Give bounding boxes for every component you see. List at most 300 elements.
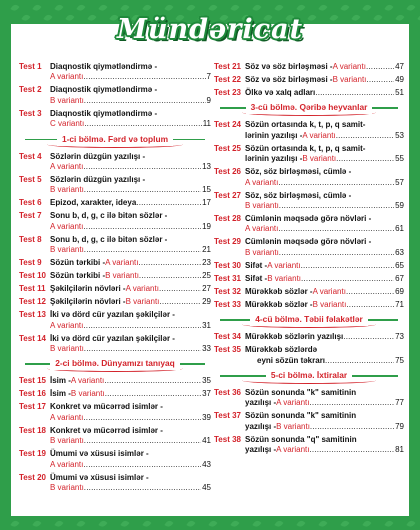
test-number: Test 5	[19, 175, 42, 185]
entry-line	[245, 435, 404, 445]
toc-entry[interactable]	[214, 332, 404, 342]
toc-entry[interactable]	[214, 287, 404, 297]
entry-title: Sonu b, d, g, c ilə bitən sözlər -	[50, 234, 168, 244]
toc-entry[interactable]	[19, 334, 211, 355]
entry-title: Sözün tərkibi -	[50, 258, 106, 268]
test-number: Test 23	[214, 88, 241, 97]
entry-line	[245, 345, 404, 355]
entry-title: Şəkilçilərin növləri -	[50, 284, 126, 294]
dot-leader	[84, 436, 201, 446]
test-number: Test 7	[19, 211, 42, 221]
entry-title: Mürəkkəb sözlərin yazılışı	[245, 332, 344, 342]
test-number: Test 14	[19, 333, 46, 343]
entry-line	[50, 109, 211, 119]
entry-line	[245, 411, 404, 421]
toc-entry[interactable]	[214, 261, 404, 271]
toc-entry[interactable]	[19, 402, 211, 423]
variant-label: B variantı	[312, 299, 347, 309]
entry-body	[50, 449, 211, 470]
entry-title: Sözün sonunda "k" samitinin	[245, 388, 357, 398]
entry-title: Sözün ortasında k, t, p, q samit-	[245, 143, 366, 153]
entry-body	[50, 473, 211, 494]
page-number: 53	[395, 130, 404, 140]
toc-entry[interactable]	[19, 297, 211, 307]
page-number: 43	[202, 459, 211, 469]
test-number: Test 11	[19, 284, 46, 294]
page-number: 39	[202, 412, 211, 422]
entry-body	[50, 235, 211, 256]
dot-leader	[309, 445, 394, 455]
entry-title: Mürəkkəb sözlərdə	[245, 345, 318, 355]
leaf-shape	[208, 521, 217, 527]
dot-leader	[84, 185, 201, 195]
entry-body	[245, 214, 404, 235]
dot-leader	[84, 344, 201, 354]
toc-entry[interactable]	[214, 388, 404, 409]
entry-line	[50, 483, 211, 493]
dot-leader	[139, 271, 201, 281]
entry-body	[245, 435, 404, 456]
test-number: Test 3	[19, 108, 42, 118]
toc-entry[interactable]	[19, 85, 211, 106]
test-number: Test 6	[19, 198, 42, 208]
toc-entry[interactable]	[19, 235, 211, 256]
leaf-shape	[362, 521, 371, 527]
entry-title-cont: yazılışı -	[245, 445, 277, 455]
page-number: 69	[395, 286, 404, 296]
toc-left-column	[19, 62, 211, 496]
dot-leader	[310, 422, 394, 432]
entry-title: İsim -	[50, 389, 71, 399]
entry-body	[50, 109, 211, 130]
test-number: Test 20	[19, 472, 46, 482]
test-number: Test 13	[19, 310, 46, 320]
page-number: 45	[202, 483, 211, 493]
dot-leader	[278, 178, 394, 188]
entry-title: Sözlərin düzgün yazılışı -	[50, 175, 146, 185]
page-number: 55	[395, 154, 404, 164]
leaf-shape	[318, 521, 327, 527]
variant-label: A variantı	[245, 177, 279, 187]
section-label: 1-ci bölmə. Fərd və toplum	[57, 133, 173, 146]
test-number: Test 34	[214, 332, 241, 342]
page-number: 63	[395, 247, 404, 257]
entry-title: İsim -	[50, 376, 71, 386]
page-number: 33	[202, 344, 211, 354]
entry-title: Şəkilçilərin növləri -	[50, 297, 126, 307]
page-number: 67	[395, 273, 404, 283]
test-number: Test 1	[19, 62, 42, 71]
page-number: 13	[202, 162, 211, 172]
entry-title: Cümlənin məqsədə görə növləri -	[245, 214, 372, 224]
toc-entry[interactable]	[214, 62, 404, 72]
entry-title-cont: yazılışı -	[245, 421, 277, 431]
variant-label: B variantı	[267, 273, 302, 283]
entry-title-cont: eyni sözün təkrarı	[257, 355, 326, 365]
section-heading	[214, 101, 404, 114]
dot-leader	[104, 376, 201, 386]
entry-line	[50, 119, 211, 129]
entry-body	[50, 426, 211, 447]
entry-body	[50, 152, 211, 173]
test-number: Test 36	[214, 388, 241, 398]
entry-line	[245, 398, 404, 408]
entry-title: Konkret və mücərrəd isimlər -	[50, 402, 163, 412]
entry-line	[50, 402, 211, 412]
toc-entry[interactable]	[19, 449, 211, 470]
entry-body	[50, 271, 211, 281]
entry-title: Söz və söz birləşməsi -	[245, 62, 333, 71]
section-heading	[19, 357, 211, 370]
variant-label: A variantı	[50, 459, 84, 469]
entry-line	[50, 449, 211, 459]
dot-leader	[279, 248, 394, 258]
toc-right-column	[214, 62, 404, 458]
test-number: Test 9	[19, 258, 42, 268]
variant-label: B variantı	[50, 483, 84, 493]
page-number: 49	[395, 75, 404, 84]
variant-label: B variantı	[50, 185, 84, 195]
toc-entry[interactable]	[19, 198, 211, 208]
page-number: 75	[395, 355, 404, 365]
entry-line	[245, 332, 404, 342]
variant-label: B variantı	[302, 154, 337, 164]
entry-line	[50, 211, 211, 221]
entry-body	[245, 75, 404, 85]
leaf-pattern	[0, 516, 420, 530]
entry-line	[50, 310, 211, 320]
variant-label: A variantı	[50, 162, 84, 172]
page-number: 17	[202, 198, 211, 208]
entry-line	[245, 388, 404, 398]
variant-label: A variantı	[276, 398, 310, 408]
dot-leader	[315, 88, 394, 98]
page-number: 15	[202, 185, 211, 195]
entry-body	[50, 297, 211, 307]
variant-label: A variantı	[332, 62, 366, 71]
toc-entry[interactable]	[214, 144, 404, 165]
entry-line	[50, 185, 211, 195]
entry-title: Ümumi və xüsusi isimlər -	[50, 449, 149, 459]
entry-line	[245, 178, 404, 188]
test-number: Test 32	[214, 286, 241, 296]
toc-entry[interactable]	[214, 167, 404, 188]
left-decor-band	[0, 24, 11, 516]
entry-title: Diaqnostik qiymətləndirmə -	[50, 85, 158, 95]
page-number: 9	[206, 95, 211, 105]
entry-line	[50, 72, 211, 82]
test-number: Test 4	[19, 151, 42, 161]
entry-line	[50, 389, 211, 399]
entry-line	[50, 284, 211, 294]
section-label: 2-ci bölmə. Dünyamızı tanıyaq	[50, 357, 180, 370]
entry-line	[245, 154, 404, 164]
dot-leader	[336, 154, 394, 164]
toc-entry[interactable]	[19, 62, 211, 83]
toc-entry[interactable]	[19, 426, 211, 447]
variant-label: B variantı	[50, 95, 84, 105]
toc-entry[interactable]	[19, 258, 211, 268]
entry-line	[245, 287, 404, 297]
entry-title: Diaqnostik qiymətləndirmə -	[50, 108, 158, 118]
entry-title: Sözün ortasında k, t, p, q samit-	[245, 120, 366, 130]
page-number: 65	[395, 260, 404, 270]
entry-line	[245, 274, 404, 284]
toc-entry[interactable]	[214, 88, 404, 98]
dot-leader	[336, 131, 394, 141]
variant-label: A variantı	[50, 412, 84, 422]
page-number: 7	[206, 72, 211, 82]
test-number: Test 16	[19, 389, 46, 399]
entry-title-cont: yazılışı -	[245, 398, 277, 408]
page-number: 47	[395, 62, 404, 71]
leaf-shape	[98, 521, 107, 527]
entry-body	[245, 388, 404, 409]
test-number: Test 30	[214, 260, 241, 270]
entry-title: Söz və söz birləşməsi -	[245, 75, 333, 84]
entry-line	[50, 376, 211, 386]
dot-leader	[343, 332, 394, 342]
right-decor-band	[409, 24, 420, 516]
entry-title: Sözün sonunda "q" samitinin	[245, 434, 357, 444]
variant-label: B variantı	[50, 245, 84, 255]
variant-label: A variantı	[302, 130, 336, 140]
dot-leader	[279, 201, 394, 211]
toc-entry[interactable]	[214, 411, 404, 432]
entry-body	[50, 258, 211, 268]
dot-leader	[278, 224, 394, 234]
entry-body	[245, 120, 404, 141]
dot-leader	[84, 119, 201, 129]
variant-label: B variantı	[125, 297, 160, 307]
toc-entry[interactable]	[19, 376, 211, 386]
test-number: Test 8	[19, 234, 42, 244]
dot-leader	[325, 356, 394, 366]
leaf-shape	[186, 521, 195, 527]
test-number: Test 25	[214, 143, 241, 153]
leaf-shape	[406, 521, 415, 527]
dot-leader	[301, 261, 395, 271]
leaf-shape	[76, 521, 85, 527]
test-number: Test 26	[214, 167, 241, 177]
entry-line	[50, 344, 211, 354]
toc-entry[interactable]	[19, 211, 211, 232]
entry-line	[50, 413, 211, 423]
dot-leader	[159, 284, 201, 294]
entry-line	[50, 152, 211, 162]
entry-title: Söz, söz birləşməsi, cümlə -	[245, 190, 352, 200]
dot-leader	[138, 258, 201, 268]
entry-body	[50, 198, 211, 208]
variant-label: B variantı	[70, 389, 105, 399]
dot-leader	[84, 96, 206, 106]
leaf-shape	[296, 521, 305, 527]
test-number: Test 31	[214, 273, 241, 283]
variant-label: B variantı	[332, 75, 367, 84]
entry-line	[50, 162, 211, 172]
page-number: 23	[202, 258, 211, 268]
entry-line	[50, 297, 211, 307]
variant-label: A variantı	[276, 445, 310, 455]
entry-title: Epizod, xarakter, ideya	[50, 198, 137, 208]
test-number: Test 35	[214, 345, 241, 355]
dot-leader	[366, 75, 394, 85]
page-title: Mündəricat	[116, 14, 304, 45]
variant-label: A variantı	[105, 258, 139, 268]
entry-body	[50, 376, 211, 386]
test-number: Test 2	[19, 85, 42, 95]
toc-entry[interactable]	[214, 237, 404, 258]
variant-label: A variantı	[267, 260, 301, 270]
toc-entry[interactable]	[19, 284, 211, 294]
toc-entry[interactable]	[214, 214, 404, 235]
page-number: 61	[395, 224, 404, 234]
section-label: 5-ci bölmə. İxtiralar	[266, 369, 352, 382]
entry-line	[50, 473, 211, 483]
toc-entry[interactable]	[19, 310, 211, 331]
entry-line	[245, 144, 404, 154]
page-number: 77	[395, 398, 404, 408]
entry-line	[245, 214, 404, 224]
page-number: 25	[202, 271, 211, 281]
entry-body	[245, 62, 404, 72]
test-number: Test 29	[214, 237, 241, 247]
variant-label: B variantı	[276, 421, 310, 431]
leaf-shape	[340, 521, 349, 527]
toc-entry[interactable]	[214, 274, 404, 284]
entry-body	[245, 144, 404, 165]
entry-line	[50, 62, 211, 72]
page-number: 59	[395, 201, 404, 211]
leaf-shape	[10, 521, 19, 527]
test-number: Test 18	[19, 425, 46, 435]
variant-label: A variantı	[125, 284, 159, 294]
dot-leader	[301, 274, 394, 284]
entry-body	[245, 287, 404, 297]
entry-body	[245, 332, 404, 342]
section-heading	[214, 369, 404, 382]
entry-body	[50, 62, 211, 83]
entry-body	[50, 284, 211, 294]
entry-line	[245, 201, 404, 211]
entry-line	[50, 334, 211, 344]
entry-body	[50, 402, 211, 423]
leaf-shape	[54, 521, 63, 527]
dot-leader	[83, 222, 201, 232]
entry-line	[245, 356, 404, 366]
test-number: Test 28	[214, 214, 241, 224]
toc-entry[interactable]	[19, 109, 211, 130]
entry-body	[50, 334, 211, 355]
leaf-shape	[274, 521, 283, 527]
entry-title: Ölkə və xalq adları	[245, 88, 316, 97]
dot-leader	[84, 245, 201, 255]
toc-entry[interactable]	[214, 75, 404, 85]
toc-entry[interactable]	[214, 191, 404, 212]
entry-line	[245, 88, 404, 98]
dot-leader	[83, 413, 201, 423]
page-number: 81	[395, 445, 404, 455]
toc-entry[interactable]	[19, 271, 211, 281]
section-heading	[214, 313, 404, 326]
entry-title: Cümlənin məqsədə görə növləri -	[245, 237, 372, 247]
variant-label: B variantı	[105, 271, 139, 281]
entry-body	[50, 175, 211, 196]
entry-body	[245, 261, 404, 271]
test-number: Test 38	[214, 434, 241, 444]
entry-body	[50, 389, 211, 399]
toc-entry[interactable]	[19, 175, 211, 196]
entry-line	[50, 245, 211, 255]
dot-leader	[366, 62, 394, 72]
toc-entry[interactable]	[19, 152, 211, 173]
page-number: 41	[202, 436, 211, 446]
entry-body	[245, 345, 404, 366]
entry-body	[50, 310, 211, 331]
leaf-shape	[252, 521, 261, 527]
entry-line	[50, 175, 211, 185]
entry-title: Mürəkkəb sözlər -	[245, 299, 313, 309]
entry-body	[245, 274, 404, 284]
variant-label: C variantı	[50, 119, 85, 129]
test-number: Test 33	[214, 299, 241, 309]
test-number: Test 37	[214, 411, 241, 421]
variant-label: A variantı	[50, 221, 84, 231]
bottom-decor-band	[0, 516, 420, 530]
page-number: 37	[202, 389, 211, 399]
entry-line	[50, 258, 211, 268]
leaf-shape	[384, 521, 393, 527]
entry-title: Sifət -	[245, 273, 268, 283]
toc-entry[interactable]	[19, 389, 211, 399]
variant-label: B variantı	[245, 247, 279, 257]
dot-leader	[159, 297, 201, 307]
dot-leader	[309, 398, 394, 408]
variant-label: A variantı	[50, 72, 84, 82]
entry-title: Ümumi və xüsusi isimlər -	[50, 472, 149, 482]
entry-title: Mürəkkəb sözlər -	[245, 286, 313, 296]
entry-title: Sifət -	[245, 260, 268, 270]
entry-line	[245, 237, 404, 247]
toc-entry[interactable]	[214, 300, 404, 310]
entry-title: Sonu b, d, g, c ilə bitən sözlər -	[50, 211, 168, 221]
entry-title-cont: lərinin yazılışı -	[245, 154, 303, 164]
entry-line	[50, 222, 211, 232]
entry-line	[50, 85, 211, 95]
variant-label: A variantı	[50, 320, 84, 330]
test-number: Test 22	[214, 75, 241, 84]
toc-entry[interactable]	[214, 345, 404, 366]
entry-body	[245, 88, 404, 98]
toc-entry[interactable]	[19, 473, 211, 494]
page-number: 27	[202, 284, 211, 294]
entry-line	[50, 436, 211, 446]
dot-leader	[83, 162, 201, 172]
test-number: Test 21	[214, 62, 241, 71]
section-label: 4-cü bölmə. Təbii fəlakətlər	[250, 313, 368, 326]
entry-title: Diaqnostik qiymətləndirmə -	[50, 62, 158, 71]
leaf-shape	[142, 521, 151, 527]
toc-entry[interactable]	[214, 435, 404, 456]
entry-line	[245, 248, 404, 258]
test-number: Test 15	[19, 376, 46, 386]
entry-line	[245, 120, 404, 130]
page-number: 11	[202, 119, 211, 129]
variant-label: B variantı	[50, 344, 84, 354]
entry-line	[245, 422, 404, 432]
toc-entry[interactable]	[214, 120, 404, 141]
title-banner	[0, 10, 420, 56]
